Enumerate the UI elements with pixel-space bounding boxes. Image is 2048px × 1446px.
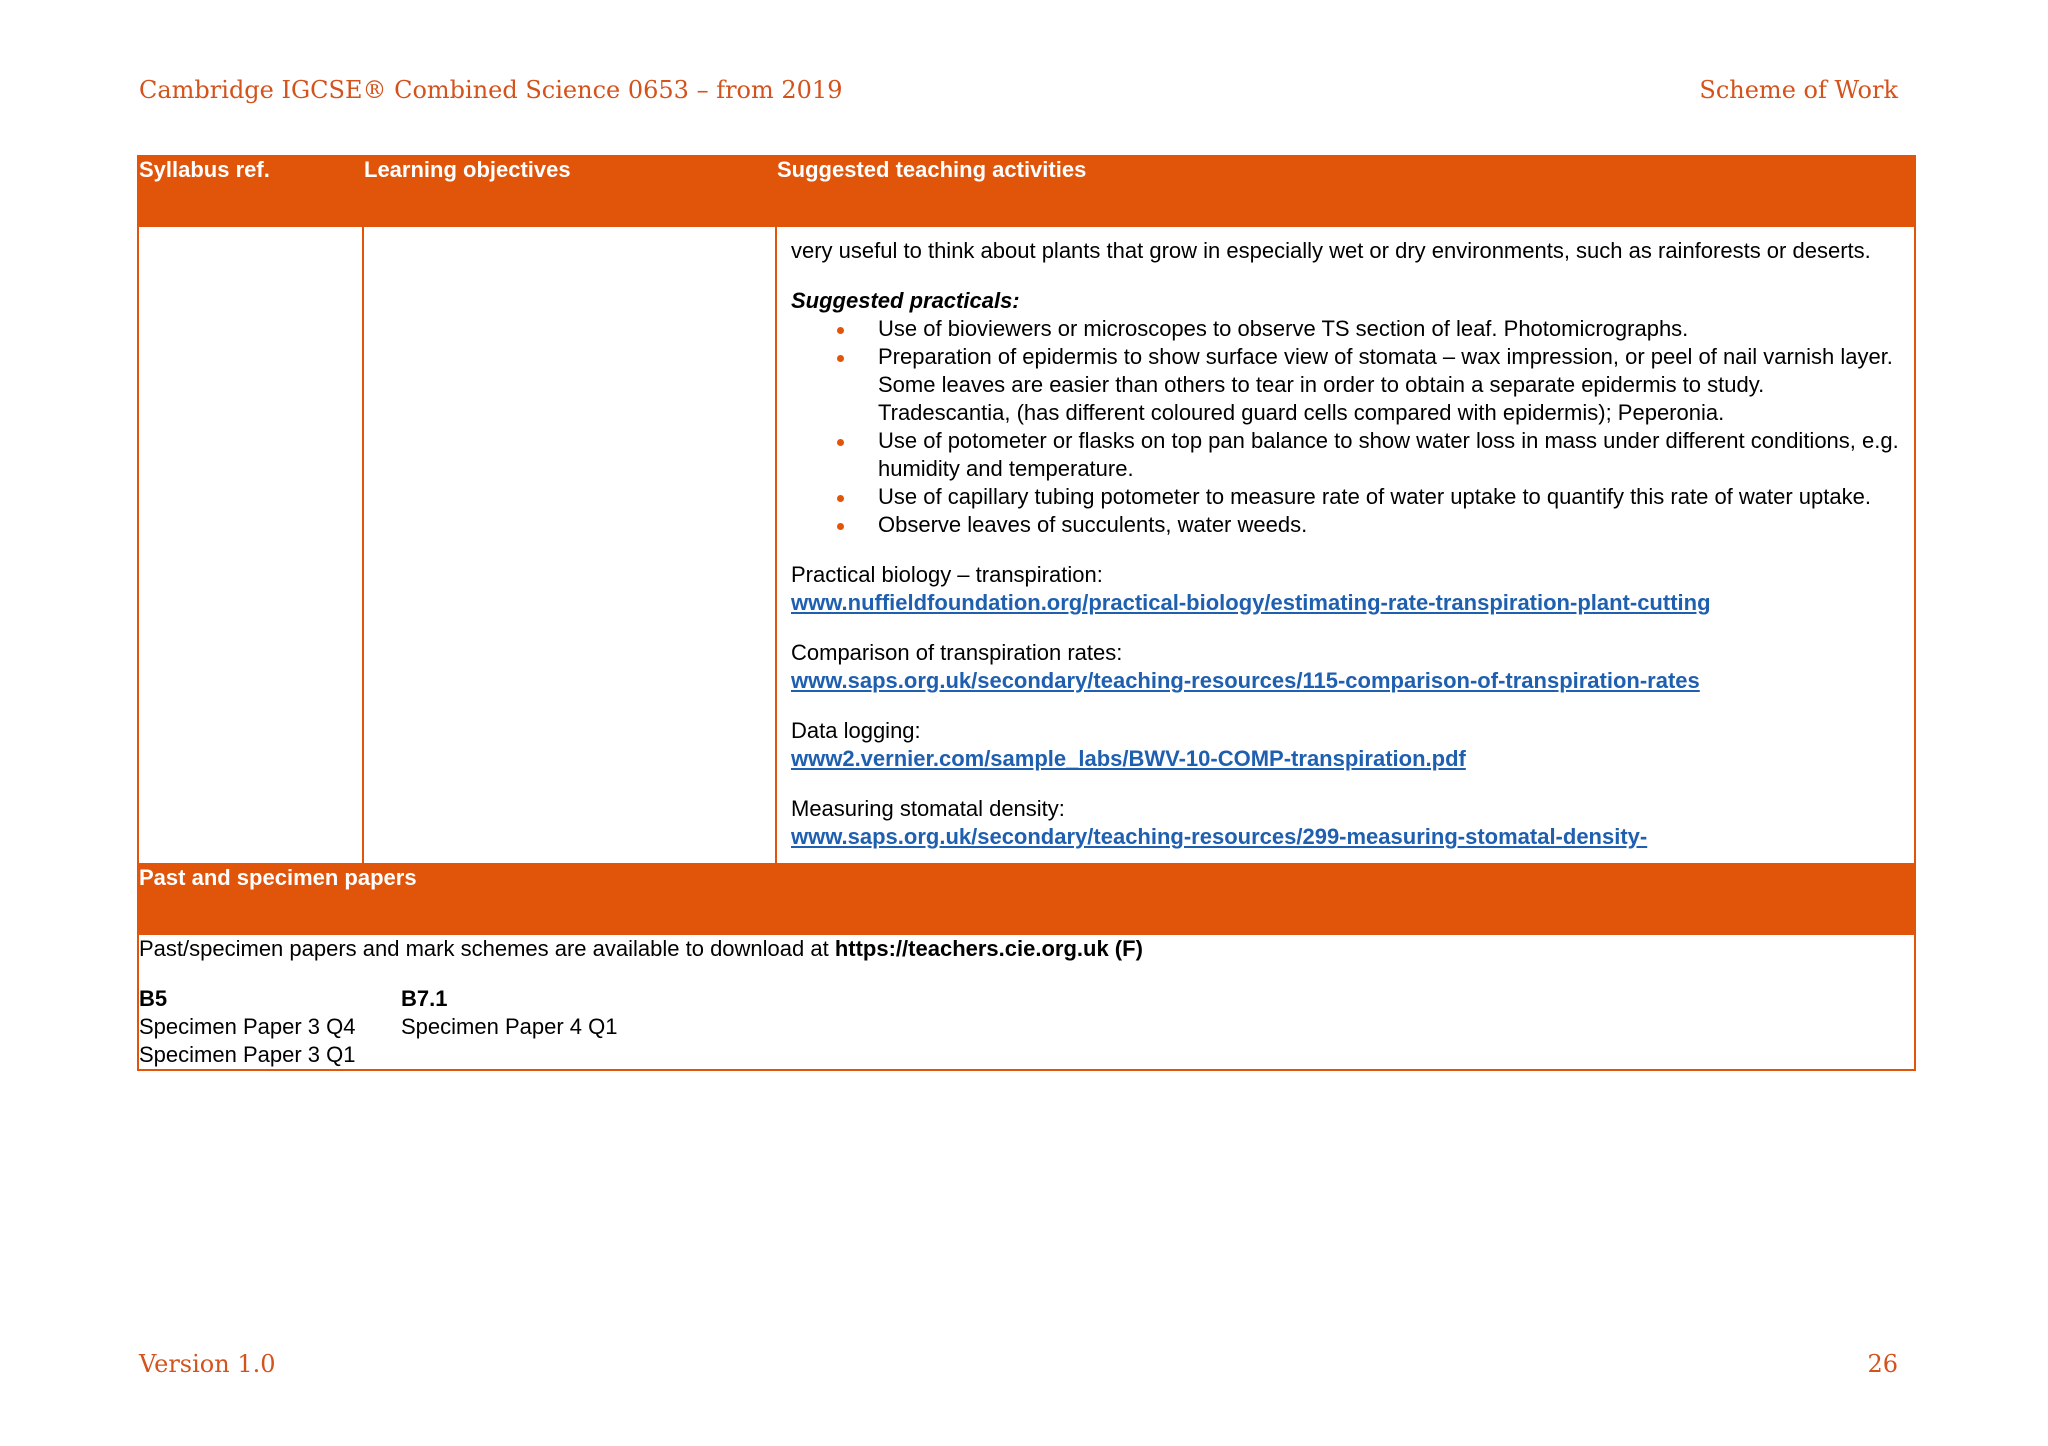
list-item: Use of bioviewers or microscopes to observe TS section of leaf. Photomicrographs. <box>878 315 1900 343</box>
past-papers-title: Past and specimen papers <box>138 864 1915 934</box>
version-label: Version 1.0 <box>139 1350 276 1378</box>
resource-label: Data logging: <box>791 718 921 743</box>
list-item: Use of capillary tubing potometer to measure rate of water uptake to quantify this rate of water uptake. <box>878 483 1900 511</box>
table-header-row <box>138 156 1915 226</box>
list-item: Observe leaves of succulents, water weeds. <box>878 511 1900 539</box>
resource-link[interactable]: www.saps.org.uk/secondary/teaching-resources/299-measuring-stomatal-density- <box>791 824 1648 849</box>
document-footer <box>139 1350 1898 1378</box>
paper-groups <box>139 985 1914 1069</box>
paper-item: Specimen Paper 3 Q1 <box>139 1042 356 1067</box>
resource-link[interactable]: www.nuffieldfoundation.org/practical-biology/estimating-rate-transpiration-plant-cutting <box>791 590 1711 615</box>
resource-label: Comparison of transpiration rates: <box>791 640 1123 665</box>
column-header-teaching-activities: Suggested teaching activities <box>776 156 1915 226</box>
past-papers-cell <box>138 934 1915 1070</box>
practicals-list <box>791 315 1900 539</box>
resource-label: Measuring stomatal density: <box>791 796 1065 821</box>
resource-link[interactable]: www2.vernier.com/sample_labs/BWV-10-COMP-transpiration.pdf <box>791 746 1466 771</box>
resource-link[interactable]: www.saps.org.uk/secondary/teaching-resources/115-comparison-of-transpiration-rates <box>791 668 1700 693</box>
list-item: Preparation of epidermis to show surface view of stomata – wax impression, or peel of nail varnish layer. Some leaves are easier than others to tear in order to obtain a separate epidermis to study. Tradescantia, (has different coloured guard cells compared with epidermis); Peperonia. <box>878 343 1900 427</box>
practicals-heading: Suggested practicals: <box>791 288 1020 313</box>
list-item: Use of potometer or flasks on top pan balance to show water loss in mass under different conditions, e.g. humidity and temperature. <box>878 428 1899 481</box>
scheme-of-work-table <box>137 155 1916 1071</box>
intro-text: very useful to think about plants that grow in especially wet or dry environments, such as rainforests or deserts. <box>791 238 1871 263</box>
paper-group <box>139 985 401 1069</box>
paper-group-code: B5 <box>139 986 168 1011</box>
paper-group <box>401 985 663 1069</box>
resource-label: Practical biology – transpiration: <box>791 562 1103 587</box>
page-number: 26 <box>1867 1350 1898 1378</box>
teaching-activities-cell <box>776 226 1915 864</box>
syllabus-ref-cell <box>138 226 363 864</box>
paper-item: Specimen Paper 4 Q1 <box>401 1014 618 1039</box>
document-header <box>139 76 1898 104</box>
past-papers-url[interactable]: https://teachers.cie.org.uk (F) <box>834 936 1143 961</box>
paper-item: Specimen Paper 3 Q4 <box>139 1014 356 1039</box>
table-row <box>138 226 1915 864</box>
document-type: Scheme of Work <box>1699 76 1898 104</box>
column-header-learning-objectives: Learning objectives <box>363 156 776 226</box>
past-papers-body-row <box>138 934 1915 1070</box>
past-papers-intro: Past/specimen papers and mark schemes are available to download at https://teachers.cie.org.uk (F) <box>139 936 1143 961</box>
past-papers-header-row <box>138 864 1915 934</box>
learning-objectives-cell <box>363 226 776 864</box>
paper-group-code: B7.1 <box>401 986 448 1011</box>
document-title: Cambridge IGCSE® Combined Science 0653 – from 2019 <box>139 76 843 104</box>
column-header-syllabus-ref: Syllabus ref. <box>138 156 363 226</box>
